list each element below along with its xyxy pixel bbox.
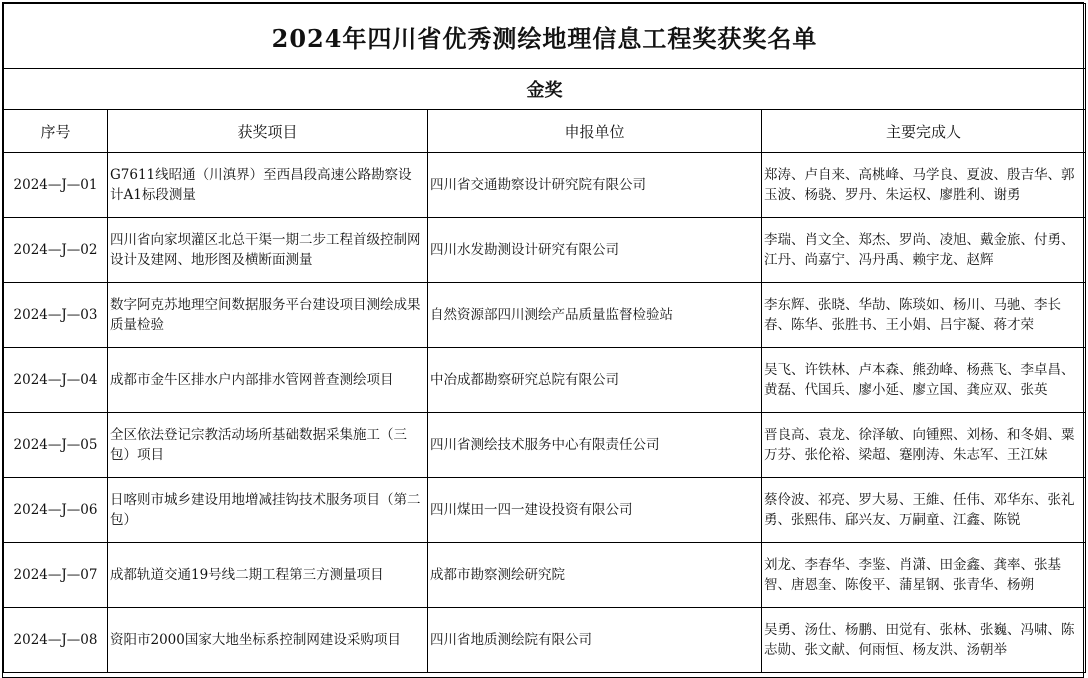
header-unit: 申报单位 (428, 110, 762, 153)
row-people: 李东辉、张晓、华劼、陈琰如、杨川、马驰、李长春、陈华、张胜书、王小娟、吕宇凝、蒋才荣 (762, 283, 1086, 348)
row-project: 四川省向家坝灌区北总干渠一期二步工程首级控制网设计及建网、地形图及横断面测量 (108, 218, 428, 283)
award-table-frame (2, 2, 1084, 678)
table-row (4, 608, 1086, 673)
award-table (3, 3, 1086, 673)
row-people: 刘龙、李春华、李鉴、肖潇、田金鑫、龚率、张基智、唐恩奎、陈俊平、蒲星钢、张青华、杨朔 (762, 543, 1086, 608)
page-title: 2024年四川省优秀测绘地理信息工程奖获奖名单 (4, 4, 1086, 69)
row-project: 全区依法登记宗教活动场所基础数据采集施工（三包）项目 (108, 413, 428, 478)
row-project: 资阳市2000国家大地坐标系控制网建设采购项目 (108, 608, 428, 673)
row-unit: 四川煤田一四一建设投资有限公司 (428, 478, 762, 543)
row-project: 日喀则市城乡建设用地增减挂钩技术服务项目（第二包） (108, 478, 428, 543)
row-project: 数字阿克苏地理空间数据服务平台建设项目测绘成果质量检验 (108, 283, 428, 348)
row-unit: 四川水发勘测设计研究有限公司 (428, 218, 762, 283)
table-row (4, 348, 1086, 413)
header-no: 序号 (4, 110, 108, 153)
table-row (4, 543, 1086, 608)
row-people: 晋良高、袁龙、徐泽敏、向锺熙、刘杨、和冬娟、粟万芬、张伦裕、梁超、蹇刚涛、朱志军、王江妹 (762, 413, 1086, 478)
row-people: 吴勇、汤仕、杨鹏、田觉有、张林、张巍、冯啸、陈志勋、张文献、何雨恒、杨友洪、汤朝举 (762, 608, 1086, 673)
header-people: 主要完成人 (762, 110, 1086, 153)
row-project: 成都轨道交通19号线二期工程第三方测量项目 (108, 543, 428, 608)
row-no: 2024—J—08 (4, 608, 108, 673)
row-people: 郑涛、卢自来、高桃峰、马学良、夏波、殷吉华、郭玉波、杨骁、罗丹、朱运权、廖胜利、谢勇 (762, 153, 1086, 218)
row-unit: 成都市勘察测绘研究院 (428, 543, 762, 608)
row-unit: 中冶成都勘察研究总院有限公司 (428, 348, 762, 413)
header-project: 获奖项目 (108, 110, 428, 153)
table-row (4, 153, 1086, 218)
row-no: 2024—J—05 (4, 413, 108, 478)
row-project: G7611线昭通（川滇界）至西昌段高速公路勘察设计A1标段测量 (108, 153, 428, 218)
table-row (4, 478, 1086, 543)
table-row (4, 413, 1086, 478)
row-no: 2024—J—07 (4, 543, 108, 608)
row-people: 李瑞、肖文全、郑杰、罗尚、凌旭、戴金旅、付勇、江丹、尚嘉宁、冯丹禹、赖宇龙、赵辉 (762, 218, 1086, 283)
row-unit: 四川省交通勘察设计研究院有限公司 (428, 153, 762, 218)
row-no: 2024—J—03 (4, 283, 108, 348)
section-title: 金奖 (4, 69, 1086, 110)
row-unit: 自然资源部四川测绘产品质量监督检验站 (428, 283, 762, 348)
table-row (4, 218, 1086, 283)
row-unit: 四川省测绘技术服务中心有限责任公司 (428, 413, 762, 478)
row-no: 2024—J—02 (4, 218, 108, 283)
row-unit: 四川省地质测绘院有限公司 (428, 608, 762, 673)
row-no: 2024—J—04 (4, 348, 108, 413)
row-people: 蔡伶波、祁亮、罗大易、王維、任伟、邓华东、张礼勇、张熙伟、郈兴友、万嗣童、江鑫、陈锐 (762, 478, 1086, 543)
row-people: 吴飞、许铁林、卢本森、熊劲峰、杨燕飞、李卓昌、黄磊、代国兵、廖小延、廖立国、龚应双、张英 (762, 348, 1086, 413)
row-no: 2024—J—01 (4, 153, 108, 218)
table-row (4, 283, 1086, 348)
row-project: 成都市金牛区排水户内部排水管网普查测绘项目 (108, 348, 428, 413)
row-no: 2024—J—06 (4, 478, 108, 543)
